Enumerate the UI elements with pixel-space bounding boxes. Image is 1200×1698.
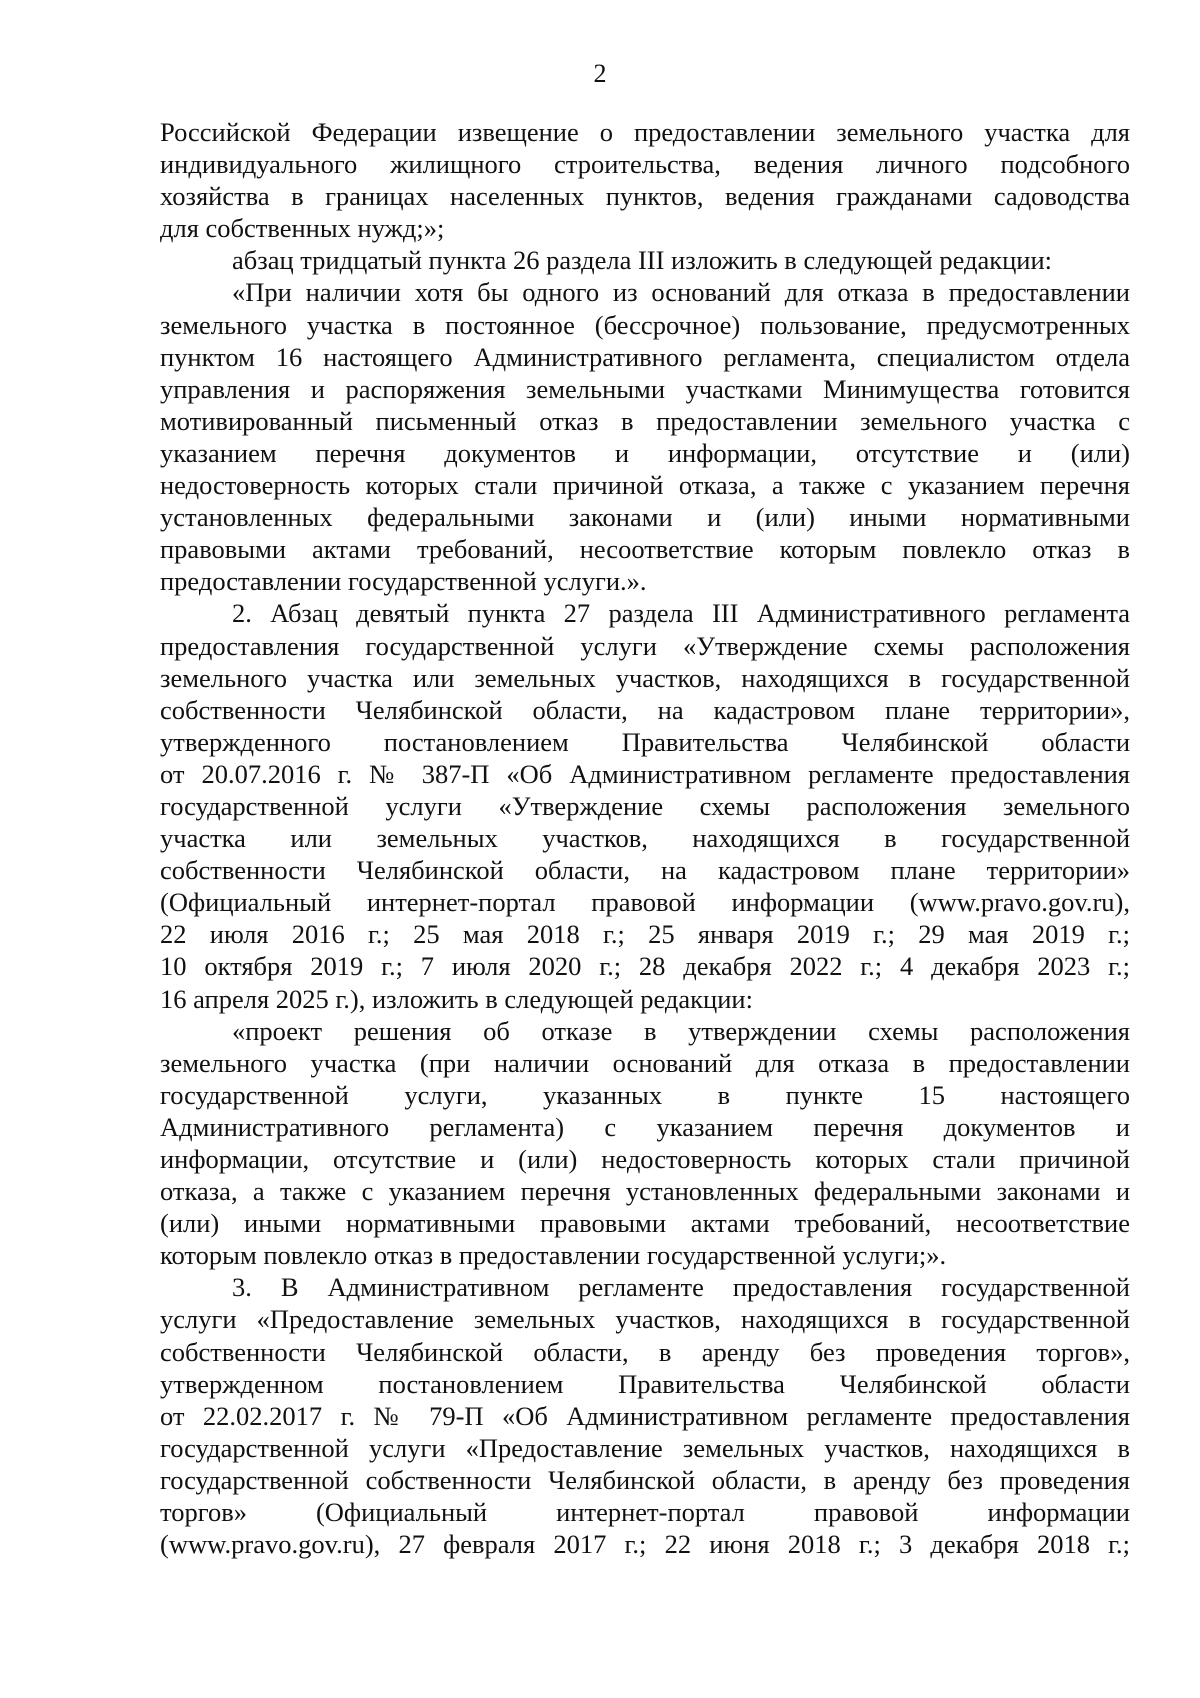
text-line: государственной услуги «Утверждение схемы расположения земельного: [160, 790, 1130, 821]
text-line: от 20.07.2016 г. № 387-П «Об Административном регламенте предоставления: [160, 758, 1130, 789]
text-line: Административного регламента) с указанием перечня документов и: [160, 1111, 1130, 1142]
text-line: участка или земельных участков, находящихся в государственной: [160, 823, 1130, 854]
text-line: 2. Абзац девятый пункта 27 раздела III Административного регламента: [232, 598, 1130, 629]
text-line: пунктом 16 настоящего Административного регламента, специалистом отдела: [160, 341, 1130, 372]
text-line: государственной услуги «Предоставление земельных участков, находящихся в: [160, 1432, 1130, 1463]
text-line: «При наличии хотя бы одного из оснований для отказа в предоставлении: [232, 277, 1130, 308]
text-line: 16 апреля 2025 г.), изложить в следующей редакции:: [160, 983, 753, 1014]
document-body: [160, 116, 1130, 1560]
text-line: 22 июля 2016 г.; 25 мая 2018 г.; 25 января 2019 г.; 29 мая 2019 г.;: [160, 919, 1130, 950]
text-line: государственной собственности Челябинской области, в аренду без проведения: [160, 1464, 1130, 1495]
text-line: индивидуального жилищного строительства, ведения личного подсобного: [160, 149, 1130, 180]
text-line: для собственных нужд;»;: [160, 213, 445, 244]
text-line: недостоверность которых стали причиной отказа, а также с указанием перечня: [160, 470, 1130, 501]
text-line: 3. В Административном регламенте предоставления государственной: [232, 1272, 1130, 1303]
text-line: земельного участка или земельных участков, находящихся в государственной: [160, 662, 1130, 693]
text-line: абзац тридцатый пункта 26 раздела III изложить в следующей редакции:: [232, 245, 1053, 276]
text-line: утвержденном постановлением Правительства Челябинской области: [160, 1368, 1130, 1399]
text-line: собственности Челябинской области, в аренду без проведения торгов»,: [160, 1336, 1130, 1367]
text-line: земельного участка в постоянное (бессрочное) пользование, предусмотренных: [160, 309, 1130, 340]
text-line: (www.pravo.gov.ru), 27 февраля 2017 г.; 22 июня 2018 г.; 3 декабря 2018 г.;: [160, 1529, 1130, 1560]
text-line: установленных федеральными законами и (или) иными нормативными: [160, 502, 1130, 533]
text-line: отказа, а также с указанием перечня установленных федеральными законами и: [160, 1176, 1130, 1207]
text-line: «проект решения об отказе в утверждении схемы расположения: [232, 1015, 1130, 1046]
text-line: (или) иными нормативными правовыми актами требований, несоответствие: [160, 1208, 1130, 1239]
text-line: которым повлекло отказ в предоставлении государственной услуги;».: [160, 1240, 947, 1271]
text-line: (Официальный интернет-портал правовой информации (www.pravo.gov.ru),: [160, 887, 1130, 918]
text-line: утвержденного постановлением Правительства Челябинской области: [160, 726, 1130, 757]
text-line: собственности Челябинской области, на кадастровом плане территории»,: [160, 694, 1130, 725]
text-line: Российской Федерации извещение о предоставлении земельного участка для: [160, 117, 1130, 147]
text-line: правовыми актами требований, несоответствие которым повлекло отказ в: [160, 534, 1130, 565]
text-line: указанием перечня документов и информации, отсутствие и (или): [160, 437, 1130, 468]
text-line: хозяйства в границах населенных пунктов, ведения гражданами садоводства: [160, 181, 1130, 212]
text-line: услуги «Предоставление земельных участков, находящихся в государственной: [160, 1304, 1130, 1335]
text-line: информации, отсутствие и (или) недостоверность которых стали причиной: [160, 1144, 1130, 1174]
text-line: государственной услуги, указанных в пункте 15 настоящего: [160, 1079, 1130, 1110]
page-number: 2: [593, 59, 607, 88]
text-line: собственности Челябинской области, на кадастровом плане территории»: [160, 855, 1130, 886]
text-line: от 22.02.2017 г. № 79-П «Об Административном регламенте предоставления: [160, 1400, 1130, 1431]
text-line: предоставлении государственной услуги.».: [160, 566, 647, 597]
text-line: мотивированный письменный отказ в предоставлении земельного участка с: [160, 405, 1130, 436]
text-line: управления и распоряжения земельными участками Минимущества готовится: [160, 373, 1130, 404]
text-line: предоставления государственной услуги «Утверждение схемы расположения: [160, 630, 1130, 661]
text-line: 10 октября 2019 г.; 7 июля 2020 г.; 28 декабря 2022 г.; 4 декабря 2023 г.;: [160, 951, 1130, 982]
text-line: торгов» (Официальный интернет-портал правовой информации: [160, 1497, 1130, 1528]
text-line: земельного участка (при наличии оснований для отказа в предоставлении: [160, 1047, 1130, 1078]
